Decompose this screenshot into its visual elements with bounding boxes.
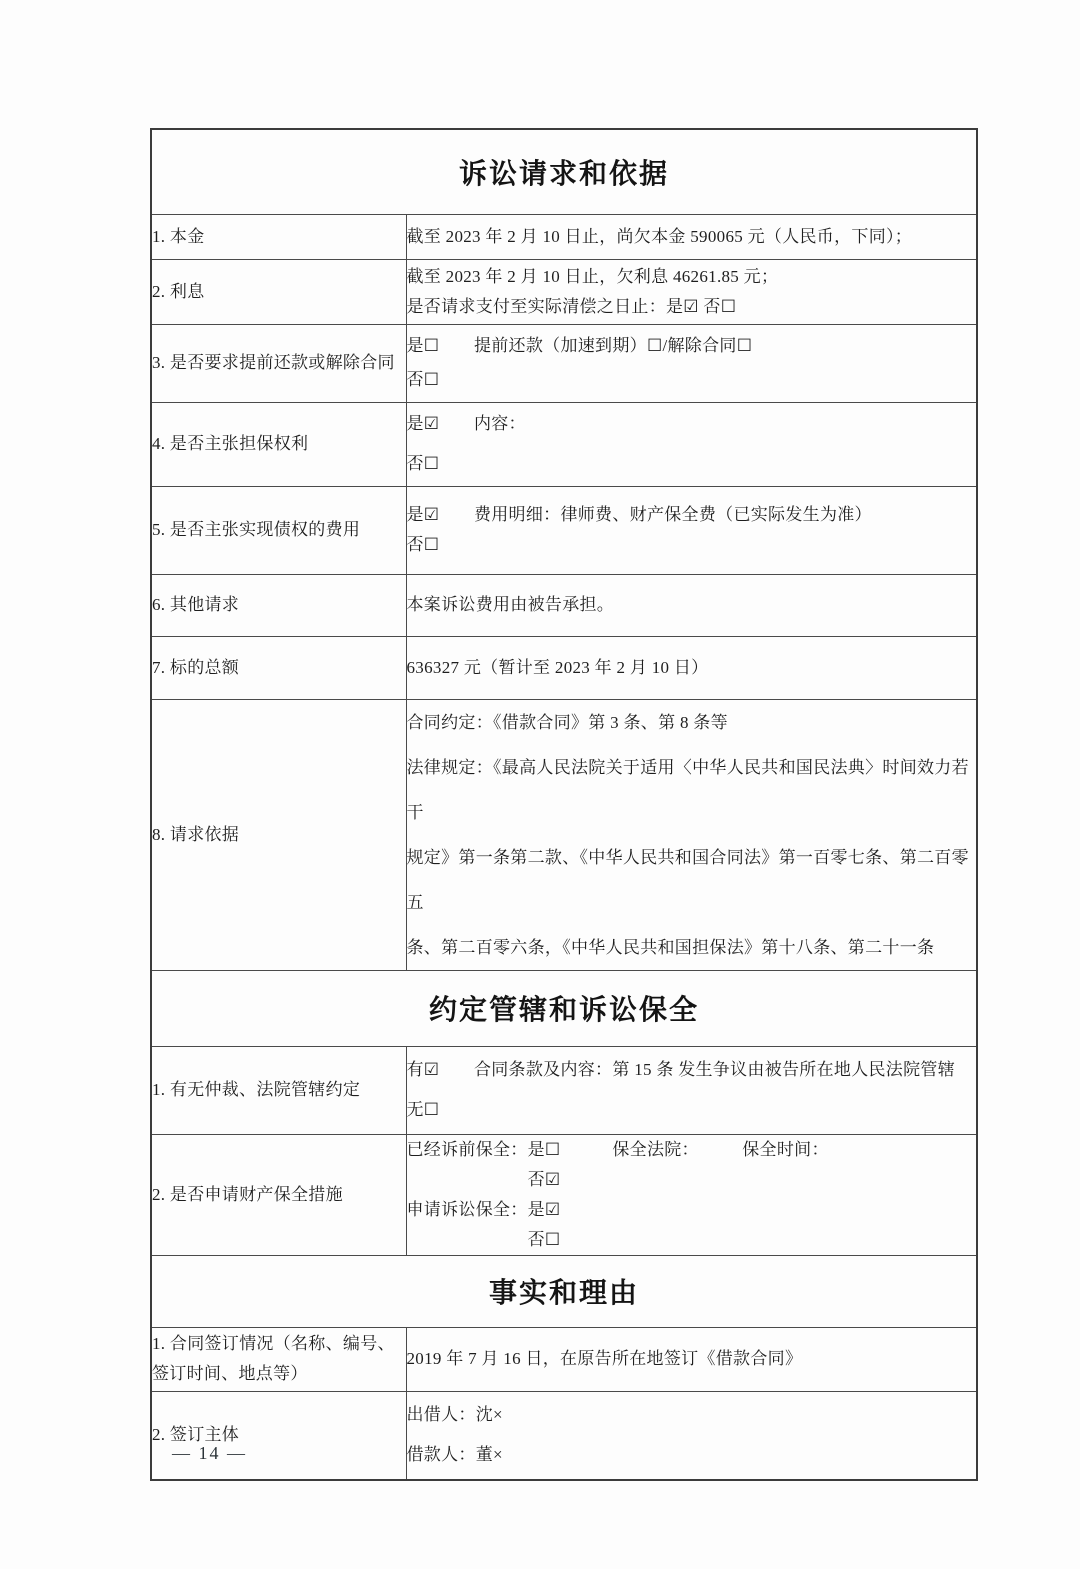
value-line: 本案诉讼费用由被告承担。 xyxy=(406,595,615,614)
value-line: 有☑ 合同条款及内容：第 15 条 发生争议由被告所在地人民法院管辖 xyxy=(406,1060,955,1079)
value-line: 借款人：董× xyxy=(406,1445,503,1465)
value-line: 法律规定：《最高人民法院关于适用〈中华人民共和国民法典〉时间效力若干 xyxy=(406,757,969,822)
row-label: 2. 签订主体 xyxy=(152,1425,240,1445)
row-label: 4. 是否主张担保权利 xyxy=(152,434,309,453)
row-label: 1. 合同签订情况（名称、编号、 xyxy=(152,1334,395,1353)
table-row xyxy=(151,402,977,486)
row-label: 2. 是否申请财产保全措施 xyxy=(152,1184,343,1204)
row-label: 8. 请求依据 xyxy=(152,824,240,844)
value-line: 合同约定：《借款合同》第 3 条、第 8 条等 xyxy=(406,712,728,732)
table-row xyxy=(151,259,977,324)
table-row xyxy=(151,1134,977,1255)
value-line: 是☑ 费用明细：律师费、财产保全费（已实际发生为准） xyxy=(406,505,872,524)
value-line: 636327 元（暂计至 2023 年 2 月 10 日） xyxy=(406,657,709,677)
value-line: 是☐ 提前还款（加速到期）☐/解除合同☐ xyxy=(406,336,753,355)
value-line: 已经诉前保全：是☐ 保全法院： 保全时间： xyxy=(406,1139,829,1159)
row-label: 6. 其他请求 xyxy=(152,595,240,614)
value-line: 规定》第一条第二款、《中华人民共和国合同法》第一百零七条、第二百零五 xyxy=(406,847,969,912)
row-label: 1. 本金 xyxy=(152,226,205,246)
row-label: 7. 标的总额 xyxy=(152,657,240,677)
value-line: 否☐ xyxy=(406,535,440,554)
page-number: — 14 — xyxy=(172,1443,247,1463)
section-header-claims-and-basis: 诉讼请求和依据 xyxy=(458,158,669,190)
value-line: 是否请求支付至实际清偿之日止：是☑ 否☐ xyxy=(406,296,737,316)
complaint-form-table xyxy=(150,128,978,1481)
row-label: 签订时间、地点等） xyxy=(152,1364,308,1383)
value-line: 2019 年 7 月 16 日，在原告所在地签订《借款合同》 xyxy=(406,1349,803,1368)
value-line: 条、第二百零六条，《中华人民共和国担保法》第十八条、第二十一条 xyxy=(406,937,935,957)
table-row xyxy=(151,699,977,970)
value-line: 否☑ xyxy=(406,1169,561,1189)
row-label: 1. 有无仲裁、法院管辖约定 xyxy=(152,1080,361,1099)
section-header-jurisdiction-and-preservation: 约定管辖和诉讼保全 xyxy=(428,995,699,1026)
row-label: 5. 是否主张实现债权的费用 xyxy=(152,520,361,539)
value-line: 申请诉讼保全：是☑ xyxy=(406,1199,561,1219)
row-label: 2. 利息 xyxy=(152,281,205,301)
section-header-facts-and-reasons: 事实和理由 xyxy=(488,1278,639,1309)
value-line: 是☑ 内容： xyxy=(406,414,526,433)
table-row xyxy=(151,1046,977,1134)
table-row xyxy=(151,970,977,1046)
table-row xyxy=(151,1391,977,1480)
table-row xyxy=(151,214,977,259)
table-row xyxy=(151,324,977,402)
table-row xyxy=(151,574,977,636)
table-row xyxy=(151,486,977,574)
value-line: 无☐ xyxy=(406,1100,440,1119)
value-line: 否☐ xyxy=(406,1229,561,1249)
value-line: 截至 2023 年 2 月 10 日止，尚欠本金 590065 元（人民币，下同）； xyxy=(406,226,913,246)
table-row xyxy=(151,129,977,214)
row-label: 3. 是否要求提前还款或解除合同 xyxy=(152,353,395,372)
value-line: 否☐ xyxy=(406,370,440,389)
table-row xyxy=(151,1327,977,1391)
value-line: 截至 2023 年 2 月 10 日止，欠利息 46261.85 元； xyxy=(406,266,779,286)
value-line: 否☐ xyxy=(406,454,440,473)
table-row xyxy=(151,636,977,699)
value-line: 出借人：沈× xyxy=(406,1405,503,1425)
table-row xyxy=(151,1255,977,1327)
